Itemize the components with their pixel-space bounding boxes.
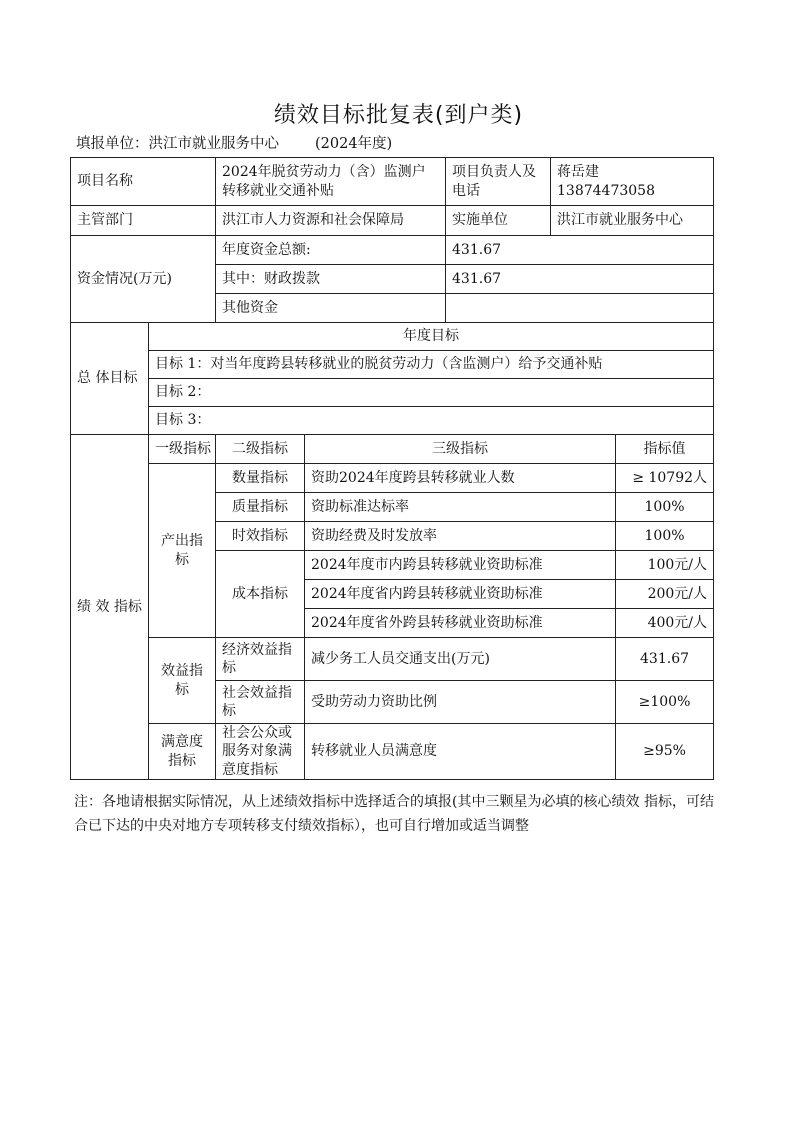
level2-header: 二级指标 (216, 435, 305, 464)
impl-unit-value: 洪江市就业服务中心 (551, 206, 714, 236)
indicators-label: 绩 效 指标 (71, 435, 149, 780)
performance-target-table (70, 157, 714, 780)
indicators-header-row (71, 435, 714, 464)
cost-indicator-desc: 2024年度市内跨县转移就业资助标准 (305, 551, 616, 580)
report-year: (2024年度) (315, 136, 393, 152)
filing-unit: 填报单位：洪江市就业服务中心 (76, 136, 279, 152)
funds-label: 资金情况(万元) (71, 236, 216, 323)
goals-header-row (71, 323, 714, 351)
funds-fiscal-label: 其中：财政拨款 (216, 265, 446, 294)
goal-row (71, 407, 714, 435)
dept-row (71, 206, 714, 236)
satisfaction-level2-label: 社会公众或服务对象满意度指标 (216, 724, 305, 780)
project-name-label: 项目名称 (71, 158, 216, 206)
funds-fiscal-value: 431.67 (446, 265, 714, 294)
benefit-indicator-label: 效益指标 (149, 638, 216, 724)
indicator-row (71, 638, 714, 681)
project-leader-value: 蒋岳建 13874473058 (551, 158, 714, 206)
page-title: 绩效目标批复表(到户类) (273, 103, 524, 128)
quality-indicator-value: 100% (616, 493, 714, 522)
economic-benefit-label: 经济效益指标 (216, 638, 305, 681)
goals-header: 年度目标 (149, 323, 714, 351)
goal-row (71, 351, 714, 379)
social-benefit-value: ≥100% (616, 681, 714, 724)
funds-other-value (446, 294, 714, 323)
report-header (76, 132, 392, 153)
indicator-row (71, 464, 714, 493)
project-name-value: 2024年脱贫劳动力（含）监测户转移就业交通补贴 (216, 158, 446, 206)
funds-total-value: 431.67 (446, 236, 714, 265)
dept-value: 洪江市人力资源和社会保障局 (216, 206, 446, 236)
satisfaction-indicator-value: ≥95% (616, 724, 714, 780)
quantity-indicator-value: ≥ 10792人 (616, 464, 714, 493)
level3-header: 三级指标 (305, 435, 616, 464)
quality-indicator-desc: 资助标准达标率 (305, 493, 616, 522)
quantity-indicator-label: 数量指标 (216, 464, 305, 493)
goal-row (71, 379, 714, 407)
cost-indicator-value: 200元/人 (616, 580, 714, 609)
economic-benefit-value: 431.67 (616, 638, 714, 681)
indicator-row (71, 724, 714, 780)
value-header: 指标值 (616, 435, 714, 464)
funds-other-label: 其他资金 (216, 294, 446, 323)
level1-header: 一级指标 (149, 435, 216, 464)
impl-unit-label: 实施单位 (446, 206, 551, 236)
economic-benefit-desc: 减少务工人员交通支出(万元) (305, 638, 616, 681)
satisfaction-indicator-label: 满意度指标 (149, 724, 216, 780)
dept-label: 主管部门 (71, 206, 216, 236)
quality-indicator-label: 质量指标 (216, 493, 305, 522)
project-leader-label: 项目负责人及电话 (446, 158, 551, 206)
cost-indicator-value: 400元/人 (616, 609, 714, 638)
goals-label: 总 体目标 (71, 323, 149, 435)
cost-indicator-desc: 2024年度省外跨县转移就业资助标准 (305, 609, 616, 638)
social-benefit-desc: 受助劳动力资助比例 (305, 681, 616, 724)
timeliness-indicator-value: 100% (616, 522, 714, 551)
social-benefit-label: 社会效益指标 (216, 681, 305, 724)
cost-indicator-value: 100元/人 (616, 551, 714, 580)
satisfaction-indicator-desc: 转移就业人员满意度 (305, 724, 616, 780)
timeliness-indicator-desc: 资助经费及时发放率 (305, 522, 616, 551)
footnote: 注：各地请根据实际情况，从上述绩效指标中选择适合的填报(其中三颗星为必填的核心绩效 指标，可结合已下达的中央对地方专项转移支付绩效指标），也可自行增加或适当调整 (74, 794, 714, 834)
goal-2: 目标 2： (149, 379, 714, 407)
timeliness-indicator-label: 时效指标 (216, 522, 305, 551)
funds-total-label: 年度资金总额: (216, 236, 446, 265)
goal-1: 目标 1：对当年度跨县转移就业的脱贫劳动力（含监测户）给予交通补贴 (149, 351, 714, 379)
funds-row (71, 236, 714, 265)
cost-indicator-desc: 2024年度省内跨县转移就业资助标准 (305, 580, 616, 609)
output-indicator-label: 产出指标 (149, 464, 216, 638)
quantity-indicator-desc: 资助2024年度跨县转移就业人数 (305, 464, 616, 493)
goal-3: 目标 3： (149, 407, 714, 435)
project-row (71, 158, 714, 206)
cost-indicator-label: 成本指标 (216, 551, 305, 638)
